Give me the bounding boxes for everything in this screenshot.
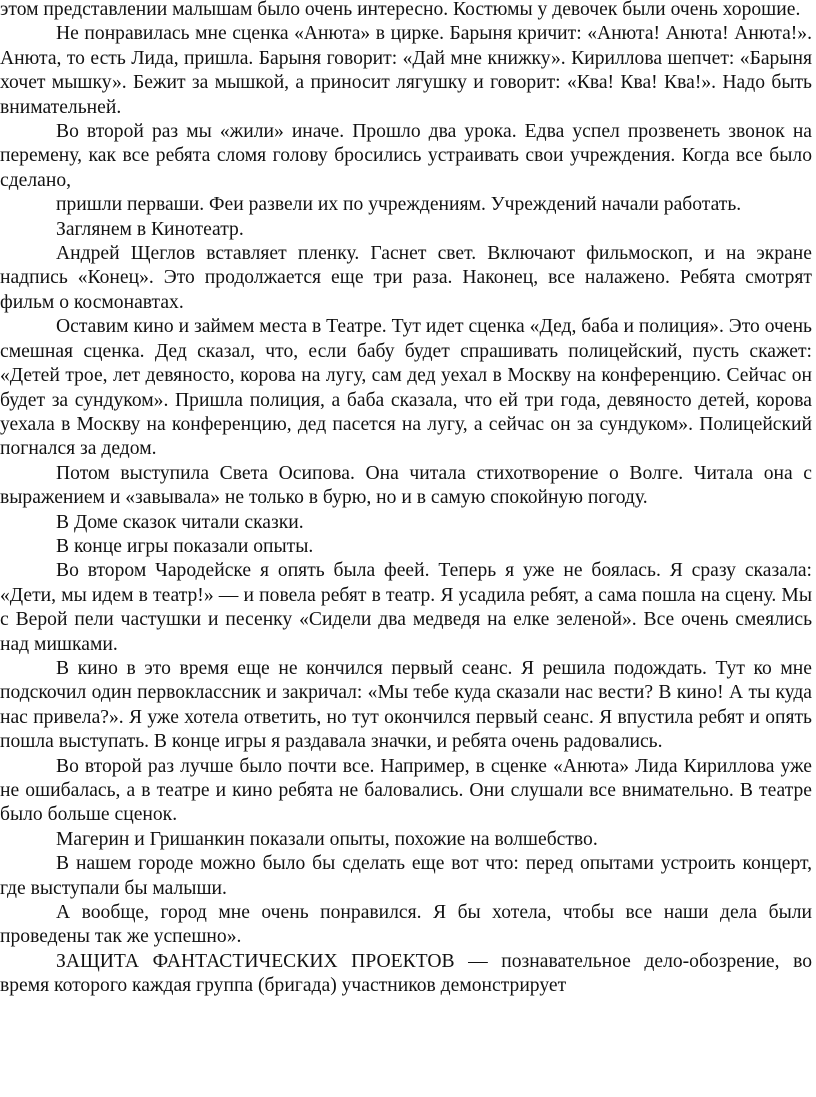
paragraph: Андрей Щеглов вставляет пленку. Гаснет свет. Включают фильмоскоп, и на экране надпись «Конец». Это продолжается еще три раза. Наконец, все налажено. Ребята смотрят фильм о космонавтах. xyxy=(0,243,812,313)
paragraph: В кино в это время еще не кончился первый сеанс. Я решила подождать. Тут ко мне подскочил один первоклассник и закричал: «Мы тебе куда сказали нас вести? В кино! А ты куда нас привела?». Я уже хотела ответить, но тут окончился первый сеанс. Я впустила ребят и опять пошла выступать. В конце игры я раздавала значки, и ребята очень радовались. xyxy=(0,657,812,753)
paragraph: Во второй раз мы «жили» иначе. Прошло два урока. Едва успел прозвенеть звонок на перемену, как все ребята сломя голову бросились устраивать свои учреждения. Когда все было сделано, xyxy=(0,121,812,191)
paragraph: А вообще, город мне очень понравился. Я бы хотела, чтобы все наши дела были проведены так же успешно». xyxy=(0,902,812,948)
paragraph: Потом выступила Света Осипова. Она читала стихотворение о Волге. Читала она с выражением и «завывала» не только в бурю, но и в самую спокойную погоду. xyxy=(0,462,812,509)
paragraph: Заглянем в Кинотеатр. xyxy=(56,218,244,240)
paragraph: этом представлении малышам было очень интересно. Костюмы у девочек были очень хорошие. xyxy=(0,0,801,20)
paragraph: Во второй раз лучше было почти все. Например, в сценке «Анюта» Лида Кириллова уже не ошибалась, а в театре и кино ребята не баловались. Они слушали все внимательно. В театре было больше сценок. xyxy=(0,755,812,826)
paragraph: Оставим кино и займем места в Театре. Тут идет сценка «Дед, баба и полиция». Это очень смешная сценка. Дед сказал, что, если бабу будет спрашивать полицейский, пусть скажет: «Детей трое, лет девяносто, корова на лугу, сам дед уехал в Москву на конференцию. Сейчас он будет за сундуком». Пришла полиция, а баба сказала, что ей три года, девяносто детей, корова уехала в Москву на конференцию, дед пасется на лугу, а сейчас он за сундуком». Полицейский погнался за дедом. xyxy=(0,316,812,460)
paragraph: Магерин и Гришанкин показали опыты, похожие на волшебство. xyxy=(56,828,598,850)
paragraph: пришли перваши. Феи развели их по учреждениям. Учреждений начали работать. xyxy=(56,194,742,216)
paragraph: Во втором Чародейске я опять была феей. Теперь я уже не боялась. Я сразу сказала: «Дети, мы идем в театр!» — и повела ребят в театр. Я усадила ребят, а сама пошла на сцену. Мы с Верой пели частушки и песенку «Сидели два медведя на елке зеленой». Все очень смеялись над мишками. xyxy=(0,560,812,655)
paragraph: Не понравилась мне сценка «Анюта» в цирке. Барыня кричит: «Анюта! Анюта! Анюта!». Анюта, то есть Лида, пришла. Барыня говорит: «Дай мне книжку». Кириллова шепчет: «Барыня хочет мышку». Бежит за мышкой, а приносит лягушку и говорит: «Ква! Ква! Ква!». Надо быть внимательней. xyxy=(0,23,812,118)
paragraph: В Доме сказок читали сказки. xyxy=(56,511,304,533)
paragraph: В конце игры показали опыты. xyxy=(56,535,314,557)
paragraph: В нашем городе можно было бы сделать еще вот что: перед опытами устроить концерт, где выступали бы малыши. xyxy=(0,853,812,899)
paragraph: ЗАЩИТА ФАНТАСТИЧЕСКИХ ПРОЕКТОВ — познавательное дело-обозрение, во время которого каждая группа (бригада) участников демонстрирует xyxy=(0,950,812,997)
